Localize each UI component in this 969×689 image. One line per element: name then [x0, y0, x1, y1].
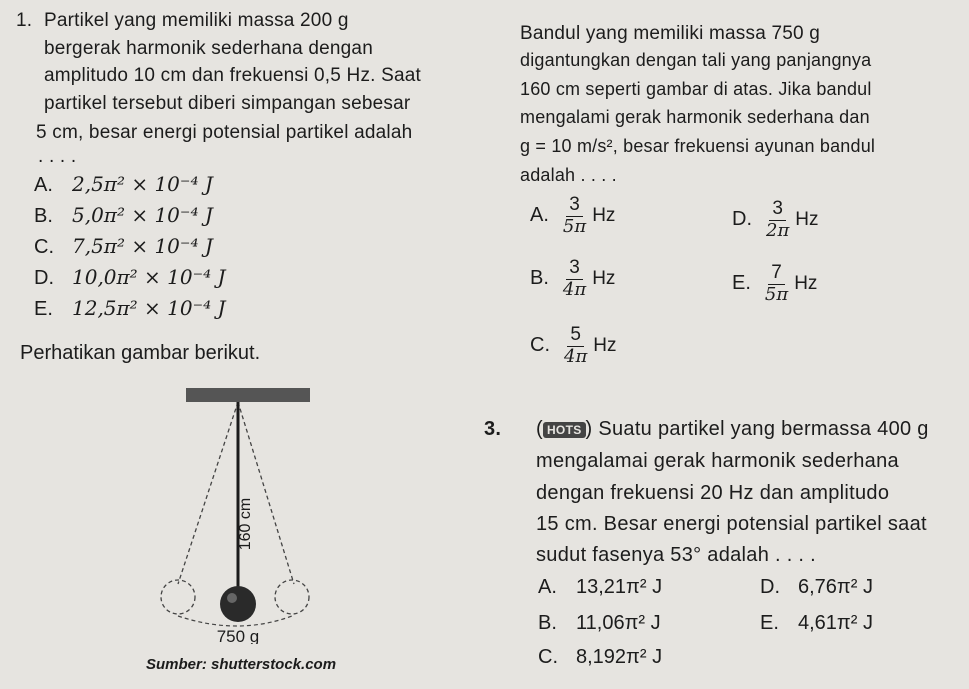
q3-text-line: mengalamai gerak harmonik sederhana	[536, 450, 899, 472]
q1-option-e[interactable]	[34, 296, 226, 321]
option-value: 7,5π² × 10⁻⁴ J	[72, 234, 213, 258]
option-label: E.	[760, 612, 779, 634]
q1-option-d[interactable]	[34, 265, 226, 290]
option-label: C.	[530, 334, 550, 357]
swing-string-right	[238, 402, 294, 584]
length-label: 160 cm	[237, 497, 254, 551]
ghost-bob-right	[275, 580, 309, 614]
q2-text-line: Bandul yang memiliki massa 750 g	[520, 23, 820, 44]
q1-option-b[interactable]	[34, 203, 213, 228]
q1-text-line: bergerak harmonik sederhana dengan	[44, 38, 373, 59]
option-fraction: $\frac{5}{4\pi}$	[564, 324, 588, 367]
option-label: B.	[530, 267, 549, 290]
q2-text-line: digantungkan dengan tali yang panjangnya	[520, 50, 872, 70]
option-fraction: $\frac{3}{5\pi}$	[562, 194, 587, 237]
hots-badge: HOTS	[543, 422, 586, 438]
option-label: A.	[34, 174, 53, 196]
option-fraction: $\frac{7}{5\pi}$	[764, 262, 789, 305]
q3-option-a[interactable]	[538, 576, 662, 599]
option-value: 8,192π² J	[576, 646, 663, 668]
option-label: C.	[538, 646, 558, 668]
pendulum-bob	[220, 586, 256, 622]
q2-option-a[interactable]: A. $\frac{3}{5\pi}$ Hz	[530, 194, 616, 237]
ceiling-bar	[186, 388, 310, 402]
q1-option-c[interactable]	[34, 234, 213, 259]
q3-option-c[interactable]	[538, 646, 662, 669]
q3-option-b[interactable]	[538, 612, 661, 635]
q2-text-line: adalah . . . .	[520, 165, 617, 185]
q2-option-e[interactable]: E. $\frac{7}{5\pi}$ Hz	[732, 262, 818, 305]
option-label: D.	[34, 267, 54, 289]
ghost-bob-left	[161, 580, 195, 614]
q1-text-line: 5 cm, besar energi potensial partikel adalah	[36, 122, 413, 143]
option-value: 13,21π² J	[576, 576, 663, 598]
option-value: 11,06π² J	[576, 612, 661, 634]
q2-text-line: mengalami gerak harmonik sederhana dan	[520, 107, 870, 127]
option-value: 6,76π² J	[798, 576, 873, 598]
q3-text-line: ( HOTS ) Suatu partikel yang bermassa 400 g	[536, 418, 929, 440]
option-fraction: $\frac{3}{2\pi}$	[766, 198, 790, 241]
pendulum-figure	[150, 384, 340, 644]
option-label: A.	[530, 204, 549, 227]
option-value: 5,0π² × 10⁻⁴ J	[72, 203, 213, 227]
q2-option-b[interactable]: B. $\frac{3}{4\pi}$ Hz	[530, 257, 616, 300]
option-label: D.	[732, 208, 752, 231]
q3-option-d[interactable]	[760, 576, 873, 599]
q3-text-line: 15 cm. Besar energi potensial partikel saat	[536, 513, 927, 535]
option-label: B.	[538, 612, 557, 634]
option-value: 4,61π² J	[798, 612, 873, 634]
q3-option-e[interactable]	[760, 612, 873, 635]
mass-label: 750 g	[216, 627, 260, 644]
q2-text-line: 160 cm seperti gambar di atas. Jika bandul	[520, 79, 872, 99]
figure-caption: Perhatikan gambar berikut.	[20, 342, 261, 364]
q1-text-line: amplitudo 10 cm dan frekuensi 0,5 Hz. Saat	[44, 65, 421, 86]
q2-option-d[interactable]: D. $\frac{3}{2\pi}$ Hz	[732, 198, 819, 241]
q1-text-line: Partikel yang memiliki massa 200 g	[44, 10, 349, 31]
q1-number: 1.	[16, 10, 33, 31]
q3-text-line: dengan frekuensi 20 Hz dan amplitudo	[536, 482, 890, 504]
q1-text-line: partikel tersebut diberi simpangan sebesar	[44, 93, 411, 114]
q3-number: 3.	[484, 418, 502, 440]
option-label: E.	[34, 298, 53, 320]
swing-string-left	[178, 402, 238, 584]
q1-option-a[interactable]	[34, 172, 213, 197]
option-value: 12,5π² × 10⁻⁴ J	[72, 296, 226, 320]
option-label: C.	[34, 236, 54, 258]
option-value: 10,0π² × 10⁻⁴ J	[72, 265, 226, 289]
q2-option-c[interactable]: C. $\frac{5}{4\pi}$ Hz	[530, 324, 617, 367]
option-label: D.	[760, 576, 780, 598]
option-fraction: $\frac{3}{4\pi}$	[562, 257, 587, 300]
q1-ellipsis: . . . .	[38, 146, 77, 167]
q3-text-line: sudut fasenya 53° adalah . . . .	[536, 544, 816, 566]
option-label: E.	[732, 272, 751, 295]
option-value: 2,5π² × 10⁻⁴ J	[72, 172, 213, 196]
option-label: A.	[538, 576, 557, 598]
q2-text-line: g = 10 m/s², besar frekuensi ayunan bandul	[520, 136, 876, 156]
figure-source: Sumber: shutterstock.com	[146, 656, 337, 673]
option-label: B.	[34, 205, 53, 227]
